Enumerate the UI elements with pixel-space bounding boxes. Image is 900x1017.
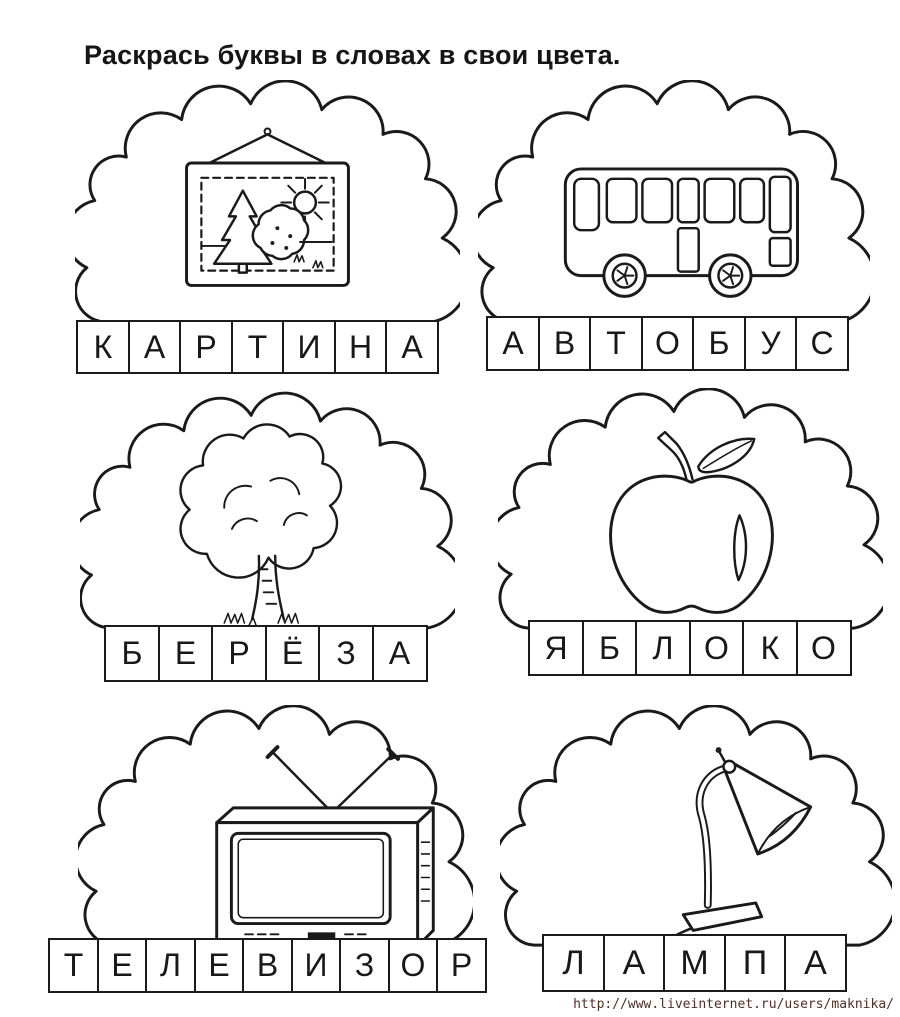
letter-cell[interactable]: А — [372, 625, 428, 682]
page-title: Раскрась буквы в словах в свои цвета. — [84, 40, 621, 70]
letter-cell[interactable]: А — [486, 316, 540, 371]
letter-cell[interactable]: Я — [528, 620, 584, 676]
word-row-televizor — [48, 938, 487, 993]
letter-cell[interactable]: Н — [334, 320, 388, 374]
letter-cell[interactable]: Т — [231, 320, 285, 374]
letter-cell[interactable]: З — [318, 625, 374, 682]
letter-cell[interactable]: К — [76, 320, 130, 374]
letter-cell[interactable]: Б — [692, 316, 746, 371]
letter-cell[interactable]: Р — [179, 320, 233, 374]
letter-cell[interactable]: М — [663, 934, 726, 992]
cloud-outline — [500, 706, 892, 945]
letter-cell[interactable]: У — [744, 316, 798, 371]
word-row-bereza — [104, 625, 428, 682]
letter-cell[interactable]: И — [291, 938, 342, 993]
letter-cell[interactable]: Л — [145, 938, 196, 993]
word-row-yabloko — [528, 620, 852, 676]
letter-cell[interactable]: А — [128, 320, 182, 374]
letter-cell[interactable]: А — [784, 934, 847, 992]
letter-cell[interactable]: О — [689, 620, 745, 676]
cloud-bubble-yabloko — [498, 388, 883, 633]
letter-cell[interactable]: В — [242, 938, 293, 993]
letter-cell[interactable]: З — [339, 938, 390, 993]
word-row-avtobus — [486, 316, 849, 371]
letter-cell[interactable]: А — [603, 934, 666, 992]
word-row-lampa — [542, 934, 847, 992]
letter-cell[interactable]: Б — [582, 620, 638, 676]
cloud-bubble-kartina — [75, 80, 460, 327]
letter-cell[interactable]: Л — [635, 620, 691, 676]
letter-cell[interactable]: Б — [104, 625, 160, 682]
letter-cell[interactable]: А — [385, 320, 439, 374]
letter-cell[interactable]: Р — [211, 625, 267, 682]
letter-cell[interactable]: Ё — [265, 625, 321, 682]
letter-cell[interactable]: О — [641, 316, 695, 371]
letter-cell[interactable]: С — [795, 316, 849, 371]
letter-cell[interactable]: К — [742, 620, 798, 676]
letter-cell[interactable]: П — [724, 934, 787, 992]
letter-cell[interactable]: Е — [97, 938, 148, 993]
letter-cell[interactable]: О — [796, 620, 852, 676]
letter-cell[interactable]: Л — [542, 934, 605, 992]
letter-cell[interactable]: И — [282, 320, 336, 374]
letter-cell[interactable]: Е — [158, 625, 214, 682]
word-row-kartina — [76, 320, 439, 374]
letter-cell[interactable]: Е — [194, 938, 245, 993]
letter-cell[interactable]: В — [538, 316, 592, 371]
cloud-bubble-avtobus — [478, 80, 870, 327]
cloud-bubble-bereza — [80, 390, 455, 635]
source-url[interactable]: http://www.liveinternet.ru/users/maknika/ — [573, 997, 894, 1012]
letter-cell[interactable]: Т — [589, 316, 643, 371]
cloud-bubble-lampa — [500, 705, 892, 950]
letter-cell[interactable]: О — [388, 938, 439, 993]
letter-cell[interactable]: Р — [436, 938, 487, 993]
cloud-bubble-televizor — [78, 705, 473, 950]
letter-cell[interactable]: Т — [48, 938, 99, 993]
